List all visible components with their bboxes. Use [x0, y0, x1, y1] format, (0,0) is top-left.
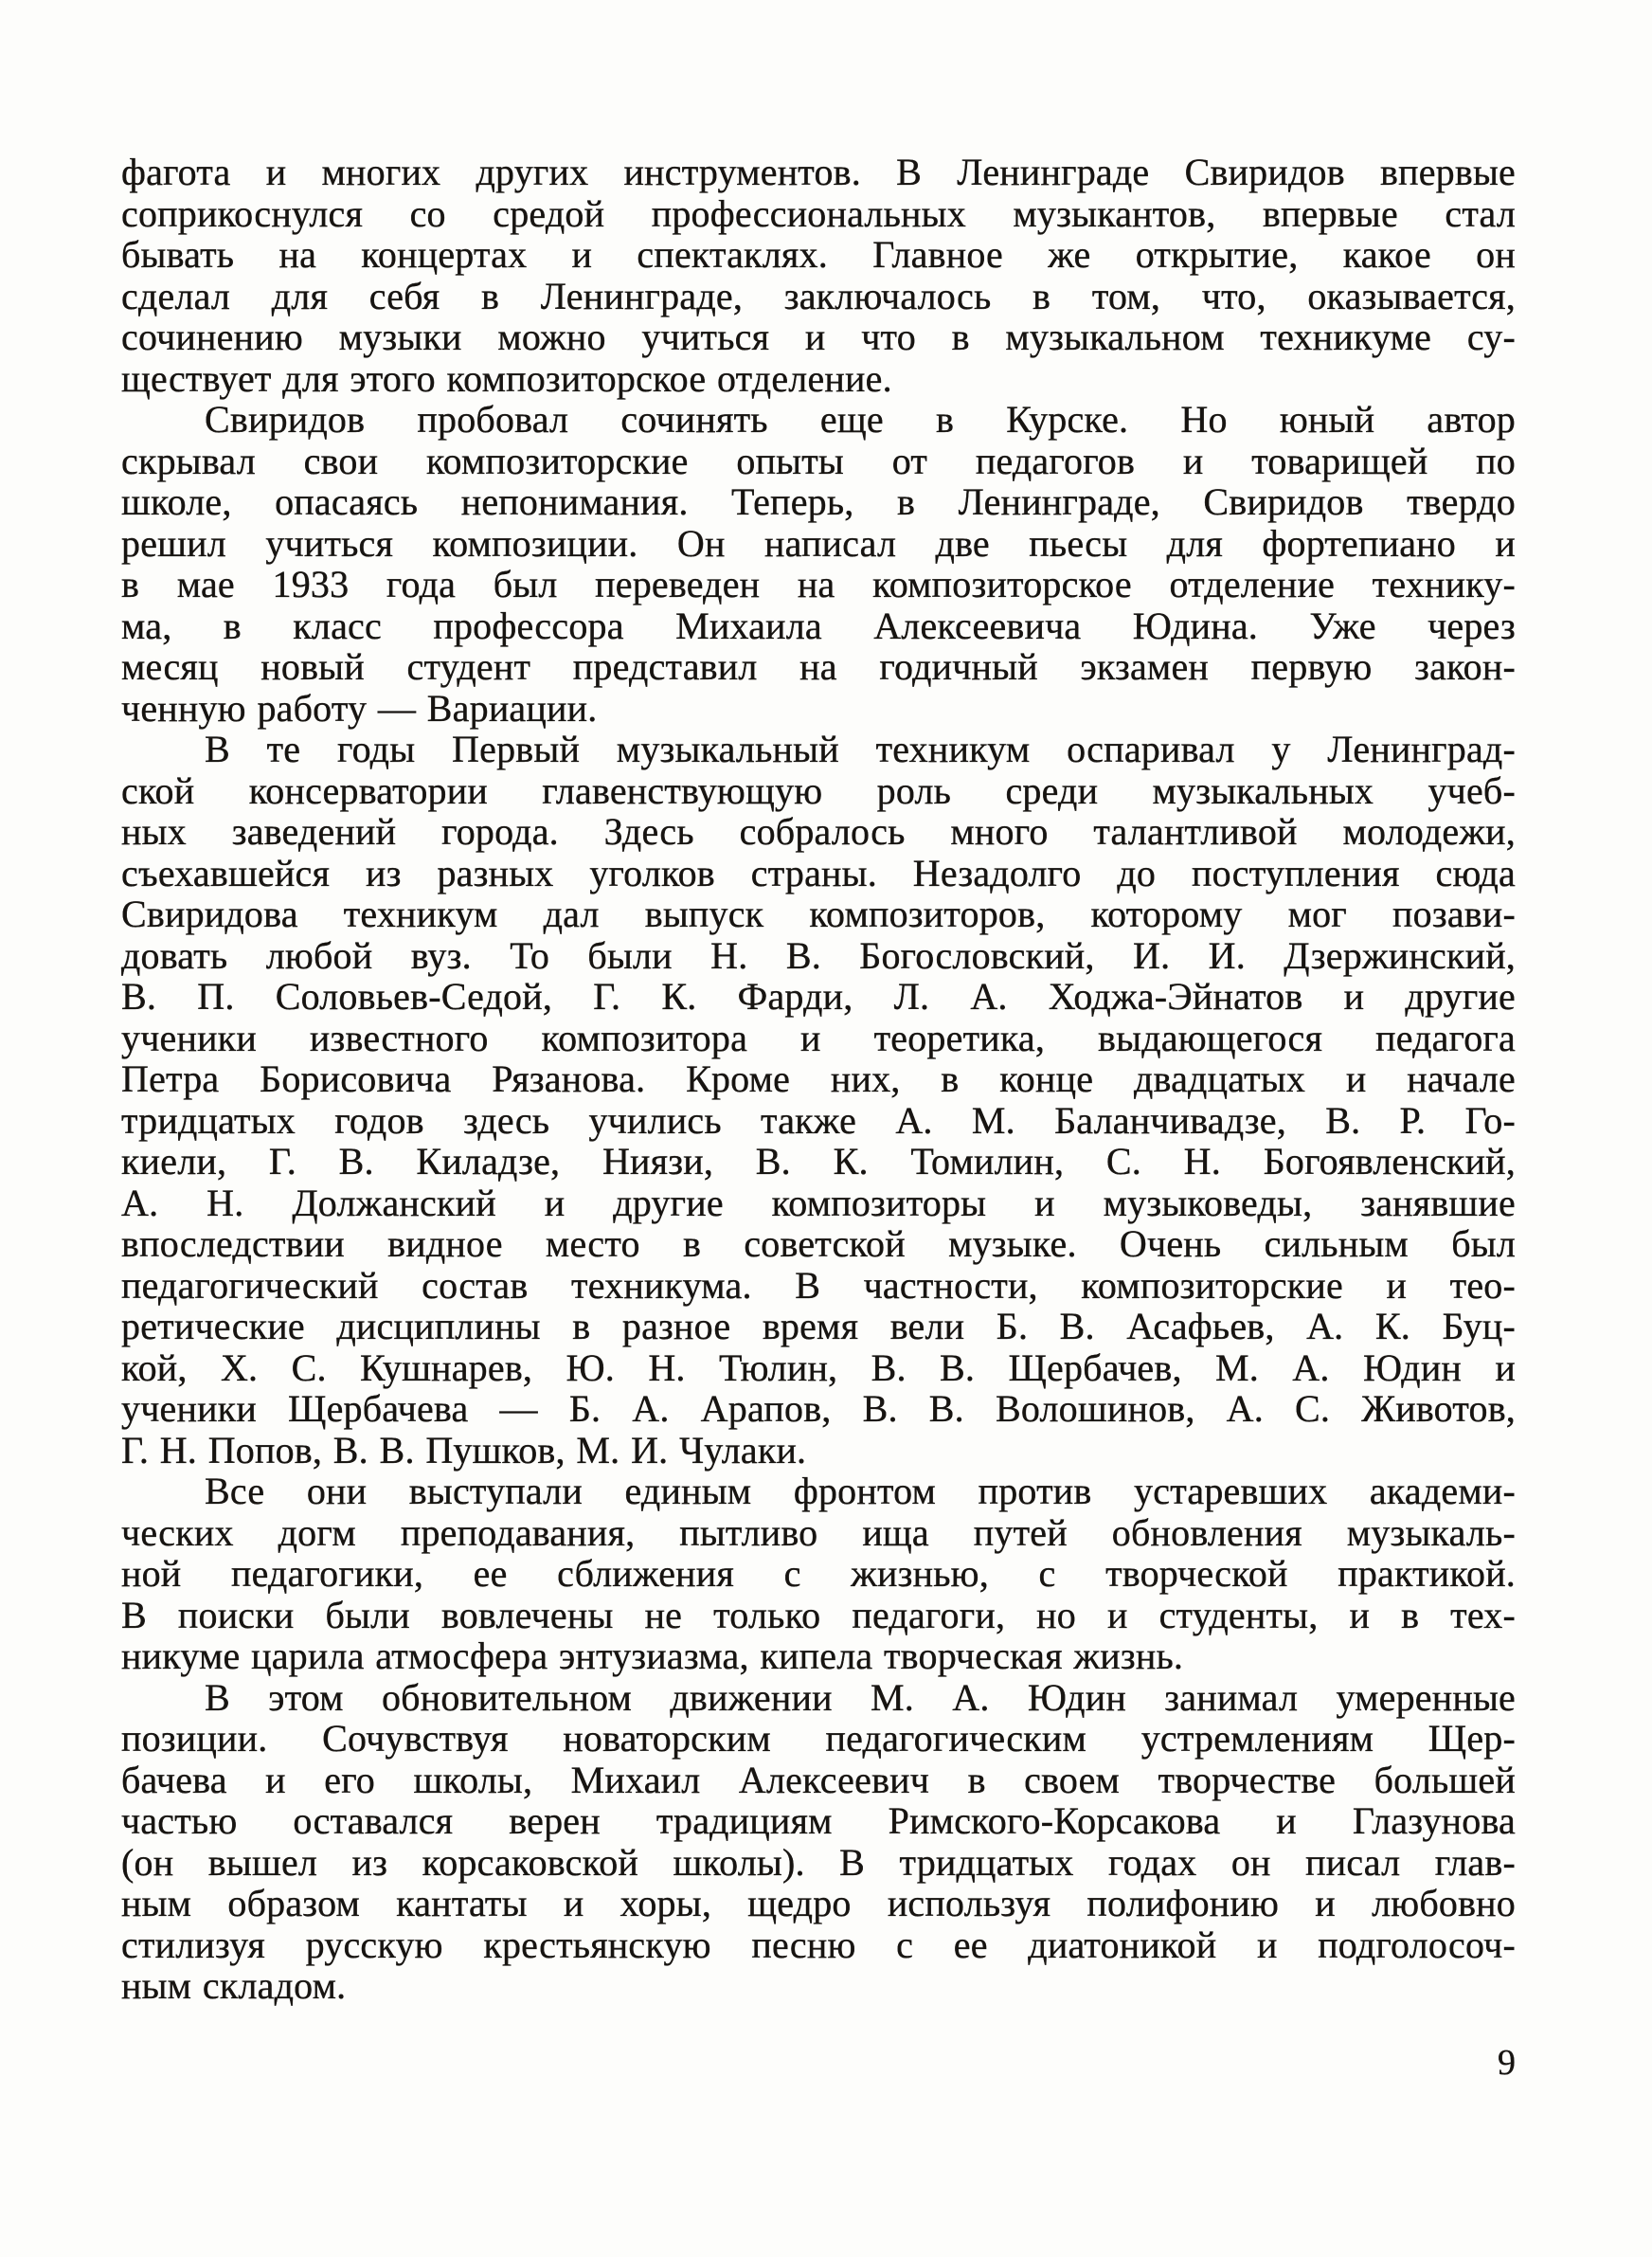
text-line: ученики известного композитора и теоретика, выдающегося педагога	[121, 1016, 1516, 1059]
paragraph	[121, 399, 1516, 729]
text-line: Петра Борисовича Рязанова. Кроме них, в конце двадцатых и начале	[121, 1057, 1516, 1100]
text-line: сочинению музыки можно учиться и что в музыкальном техникуме су-	[121, 316, 1516, 358]
text-line: В те годы Первый музыкальный техникум оспаривал у Ленинград-	[205, 728, 1516, 770]
text-line: ческих догм преподавания, пытливо ища путей обновления музыкаль-	[121, 1510, 1516, 1554]
paragraph	[121, 1471, 1516, 1677]
text-line: ма, в класс профессора Михаила Алексеевича Юдина. Уже через	[121, 604, 1516, 647]
text-line: ществует для этого композиторское отделение.	[121, 356, 892, 400]
paragraph	[121, 729, 1516, 1471]
text-line: (он вышел из корсаковской школы). В тридцатых годах он писал глав-	[121, 1840, 1516, 1884]
text-line: тридцатых годов здесь учились также А. М. Баланчивадзе, В. Р. Го-	[121, 1098, 1516, 1142]
paragraph	[121, 152, 1516, 399]
text-line: месяц новый студент представил на годичный экзамен первую закон-	[121, 645, 1516, 688]
text-line: впоследствии видное место в советской музыке. Очень сильным был	[121, 1222, 1516, 1265]
page-number: 9	[1498, 2043, 1516, 2083]
text-line: никуме царила атмосфера энтузиазма, кипела творческая жизнь.	[121, 1634, 1184, 1677]
text-line: довать любой вуз. То были Н. В. Богословский, И. И. Дзержинский,	[121, 933, 1516, 977]
text-line: ным образом кантаты и хоры, щедро используя полифонию и любовно	[121, 1882, 1516, 1924]
text-line: педагогический состав техникума. В частности, композиторские и тео-	[121, 1263, 1516, 1307]
text-line: ской консерватории главенствующую роль среди музыкальных учеб-	[121, 768, 1516, 812]
text-line: частью оставался верен традициям Римского-Корсакова и Глазунова	[121, 1799, 1516, 1842]
text-line: В. П. Соловьев-Седой, Г. К. Фарди, Л. А. Ходжа-Эйнатов и другие	[121, 975, 1516, 1018]
text-line: бывать на концертах и спектаклях. Главное же открытие, какое он	[121, 233, 1516, 276]
text-line: Свиридов пробовал сочинять еще в Курске. Но юный автор	[205, 398, 1516, 441]
text-line: сделал для себя в Ленинграде, заключалось в том, что, оказывается,	[121, 274, 1516, 317]
text-line: Г. Н. Попов, В. В. Пушков, М. И. Чулаки.	[121, 1428, 807, 1472]
text-line: В поиски были вовлечены не только педагоги, но и студенты, и в тех-	[121, 1593, 1516, 1636]
text-line: школе, опасаясь непонимания. Теперь, в Ленинграде, Свиридов твердо	[121, 480, 1516, 523]
text-line: киели, Г. В. Киладзе, Ниязи, В. К. Томилин, С. Н. Богоявленский,	[121, 1140, 1516, 1183]
text-line: ученики Щербачева — Б. А. Арапов, В. В. Волошинов, А. С. Животов,	[121, 1387, 1516, 1430]
page-text-block	[121, 152, 1516, 2007]
text-line: А. Н. Должанский и другие композиторы и музыковеды, занявшие	[121, 1181, 1516, 1224]
text-line: кой, Х. С. Кушнарев, Ю. Н. Тюлин, В. В. Щербачев, М. А. Юдин и	[121, 1345, 1516, 1389]
text-line: в мае 1933 года был переведен на композиторское отделение технику-	[121, 563, 1516, 605]
text-line: ретические дисциплины в разное время вели Б. В. Асафьев, А. К. Буц-	[121, 1305, 1516, 1347]
text-line: скрывал свои композиторские опыты от педагогов и товарищей по	[121, 439, 1516, 482]
text-line: В этом обновительном движении М. А. Юдин занимал умеренные	[205, 1675, 1516, 1719]
text-line: ченную работу — Вариации.	[121, 686, 598, 730]
text-line: Свиридова техникум дал выпуск композиторов, которому мог позави-	[121, 893, 1516, 935]
text-line: позиции. Сочувствуя новаторским педагогическим устремлениям Щер-	[121, 1717, 1516, 1760]
text-line: решил учиться композиции. Он написал две пьесы для фортепиано и	[121, 521, 1516, 565]
text-line: бачева и его школы, Михаил Алексеевич в своем творчестве большей	[121, 1758, 1516, 1801]
text-line: Все они выступали единым фронтом против устаревших академи-	[205, 1470, 1516, 1512]
text-line: ной педагогики, ее сближения с жизнью, с творческой практикой.	[121, 1552, 1516, 1595]
text-line: ных заведений города. Здесь собралось много талантливой молодежи,	[121, 810, 1516, 853]
paragraph	[121, 1677, 1516, 2007]
text-line: соприкоснулся со средой профессиональных музыкантов, впервые стал	[121, 191, 1516, 235]
text-line: стилизуя русскую крестьянскую песню с ее диатоникой и подголосоч-	[121, 1923, 1516, 1966]
text-line: фагота и многих других инструментов. В Ленинграде Свиридов впервые	[121, 151, 1516, 193]
text-line: ным складом.	[121, 1964, 347, 2007]
text-line: съехавшейся из разных уголков страны. Незадолго до поступления сюда	[121, 851, 1516, 894]
